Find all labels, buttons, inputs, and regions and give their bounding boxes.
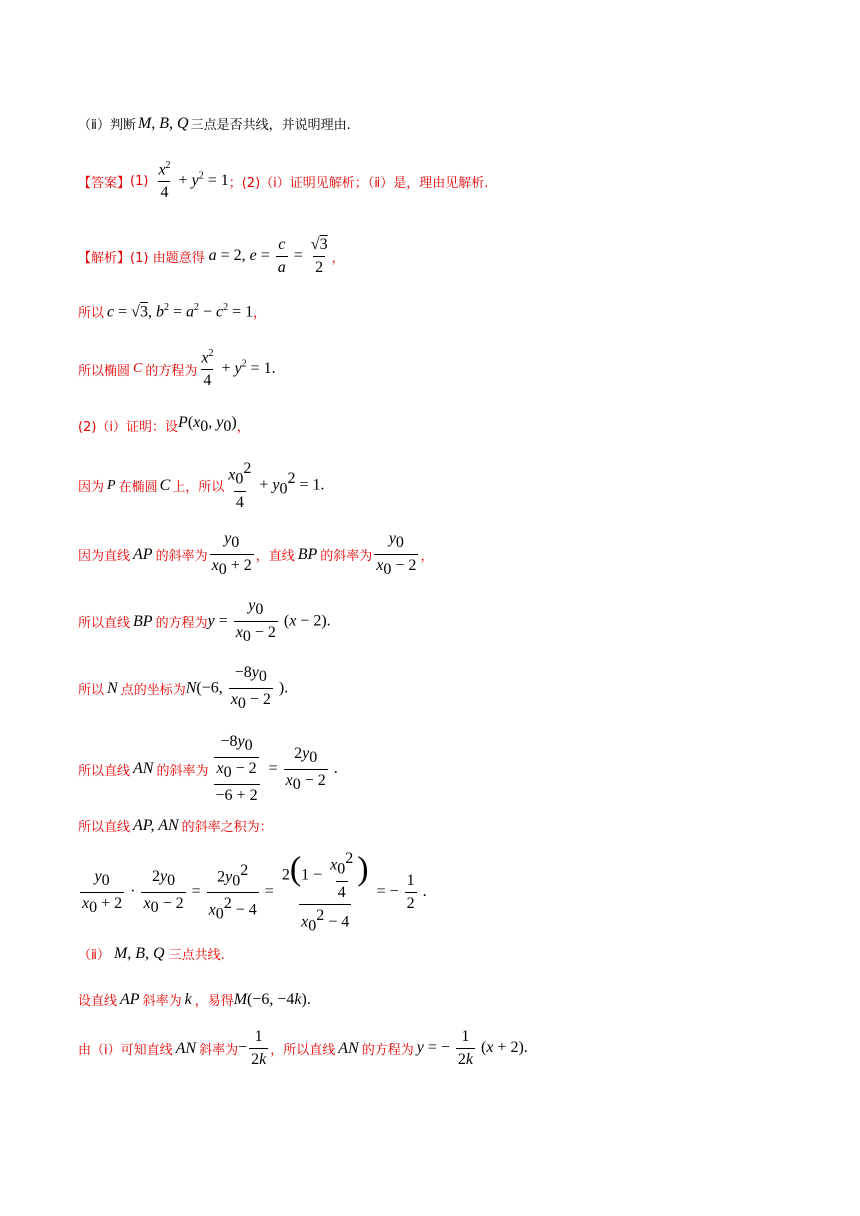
line-ellipse-eq: 所以椭圆 C 的方程为 $\frac{x^2}{4}$ + $y^2 = 1$. — [78, 348, 276, 390]
answer-tag: 【答案】 — [78, 175, 131, 191]
question-2-ii: （ⅱ）判断 M, B, Q 三点是否共线，并说明理由. — [78, 114, 351, 133]
slope-ap: $\frac{y_0}{x_0 + 2}$ — [211, 530, 252, 579]
ellipse-equation: $\frac{x^2}{4}$ + $y^2 = 1$ — [158, 160, 229, 202]
line-set-k: 设直线 AP 斜率为 k ，易得 M(−6, −4k). — [78, 990, 311, 1009]
point-p: $P(x_0$, $y_0$) — [178, 414, 237, 436]
line-an-slope: 所以直线 AN 的斜率为 $\frac{\frac{-8y_0}{x_0 - 2}}{-6 + 2}$ = $\frac{2y_0}{x_0 - 2}$ . — [78, 733, 338, 805]
eq-an: y = − $\frac{1}{2k}$ (x + 2). — [416, 1028, 528, 1068]
line-product-intro: 所以直线 AP, AN 的斜率之积为： — [78, 816, 273, 835]
eq-c-b: c = √3, $b^2 = a^2 - c^2 = 1$ — [107, 302, 254, 321]
eq-bp: y = $\frac{y_0}{x_0 - 2}$ (x − 2). — [207, 597, 331, 646]
ellipse-equation-2: $\frac{x^2}{4}$ + $y^2 = 1$. — [201, 348, 276, 390]
answer-line: 【答案】 (1) $\frac{x^2}{4}$ + $y^2 = 1$ ； (2)（ⅰ）证明见解析；（ⅱ）是，理由见解析. — [78, 160, 489, 202]
analysis-tag: 【解析】 — [78, 251, 131, 266]
line-c-b: 所以 c = √3, $b^2 = a^2 - c^2 = 1$ ， — [78, 302, 267, 322]
point-n: N(−6, $\frac{-8y_0}{x_0 - 2}$ ). — [185, 664, 289, 713]
line-product — [78, 850, 427, 935]
line-n-coord: 所以 N 点的坐标为 N(−6, $\frac{-8y_0}{x_0 - 2}$ ). — [78, 664, 289, 713]
points-mbq: M, B, Q — [137, 114, 189, 132]
slope-product: $\frac{y_0}{x_0 + 2}$ · $\frac{2y_0}{x_0 - 2}$ = $\frac{2y_0^2}{x_0^2 - 4}$ = 2(1 − $\frac{x_0^2}{4}$ ) $x_0^2 - 4$ = − $\frac{1}{2}$ . — [82, 850, 427, 935]
point-m: M(−6, −4k). — [233, 990, 311, 1008]
line-set-p: (2)（ⅰ）证明：设 $P(x_0$, $y_0$) ， — [78, 414, 250, 436]
eq-a-e: a = 2, e = $\frac{c}{a}$ = $\frac{√3}{2}$ — [208, 236, 328, 276]
slope-an-k: − $\frac{1}{2k}$ — [238, 1028, 267, 1068]
slope-bp: $\frac{y_0}{x_0 - 2}$ — [376, 530, 417, 579]
line-collinear: （ⅱ） M, B, Q 三点共线. — [78, 944, 225, 963]
slope-an: $\frac{\frac{-8y_0}{x_0 - 2}}{-6 + 2}$ = $\frac{2y_0}{x_0 - 2}$ . — [215, 733, 338, 805]
line-an-equation: 由（ⅰ）可知直线 AN 斜率为 − $\frac{1}{2k}$ ，所以直线 AN 的方程为 y = − $\frac{1}{2k}$ (x + 2). — [78, 1028, 528, 1068]
analysis-line: 【解析】 (1) 由题意得 a = 2, e = $\frac{c}{a}$ = $\frac{√3}{2}$ ， — [78, 236, 345, 276]
line-slopes: 因为直线 AP 的斜率为 $\frac{y_0}{x_0 + 2}$ ，直线 BP 的斜率为 $\frac{y_0}{x_0 - 2}$ ， — [78, 530, 434, 579]
eq-p-on-c: $\frac{x_0^2}{4}$ + $y_0^2 = 1$. — [228, 460, 325, 511]
line-bp-equation: 所以直线 BP 的方程为 y = $\frac{y_0}{x_0 - 2}$ (x − 2). — [78, 597, 331, 646]
line-p-on-c: 因为 P 在椭圆 C 上，所以 $\frac{x_0^2}{4}$ + $y_0^2 = 1$. — [78, 460, 325, 511]
